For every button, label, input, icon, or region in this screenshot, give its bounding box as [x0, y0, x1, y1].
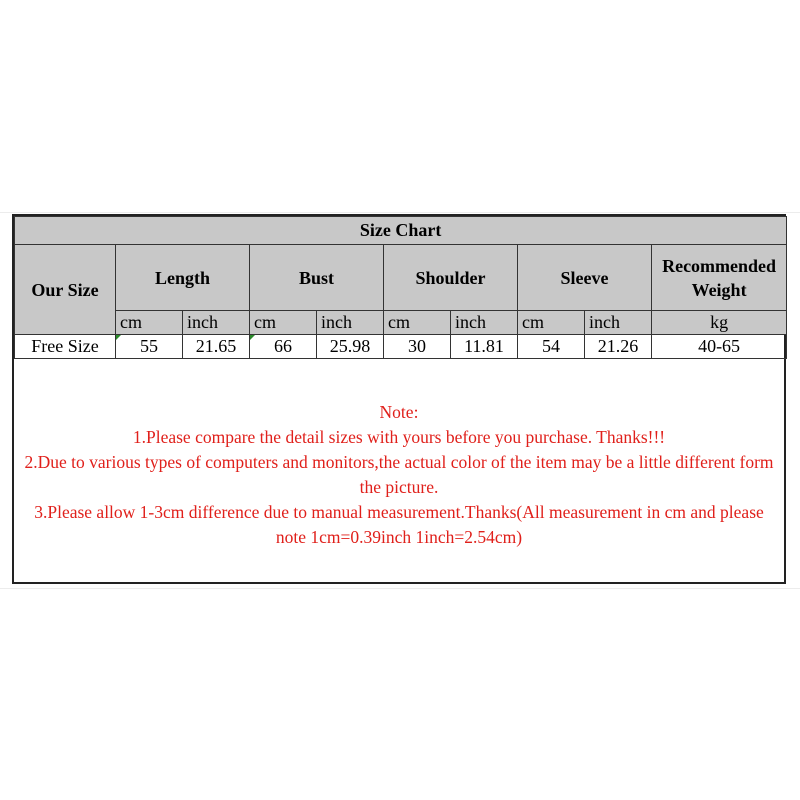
unit-cell: inch	[585, 311, 652, 335]
note-line-1: 1.Please compare the detail sizes with yours before you purchase. Thanks!!!	[132, 427, 666, 447]
unit-cell: inch	[183, 311, 250, 335]
value-text: 55	[140, 336, 158, 356]
unit-cell: kg	[652, 311, 787, 335]
value-cell: 21.26	[585, 335, 652, 359]
value-cell: 40-65	[652, 335, 787, 359]
unit-cell: inch	[451, 311, 518, 335]
note-heading: Note:	[379, 402, 419, 422]
header-bust: Bust	[250, 245, 384, 311]
cell-marker-icon	[250, 335, 255, 340]
unit-cell: inch	[317, 311, 384, 335]
value-cell: 54	[518, 335, 585, 359]
unit-cell: cm	[518, 311, 585, 335]
table-title: Size Chart	[15, 217, 787, 245]
value-cell: 11.81	[451, 335, 518, 359]
size-table	[14, 216, 787, 359]
header-our-size: Our Size	[15, 245, 116, 335]
value-cell: 21.65	[183, 335, 250, 359]
unit-cell: cm	[116, 311, 183, 335]
value-cell	[250, 335, 317, 359]
value-cell: 25.98	[317, 335, 384, 359]
note-block	[14, 400, 784, 550]
header-weight: Recommended Weight	[652, 245, 787, 311]
note-line-3: 3.Please allow 1-3cm difference due to manual measurement.Thanks(All measurement in cm and please note 1cm=0.39inch 1inch=2.54cm)	[34, 502, 764, 547]
header-length: Length	[116, 245, 250, 311]
value-cell: 30	[384, 335, 451, 359]
sheet-gridline	[0, 212, 800, 213]
value-text: 66	[274, 336, 292, 356]
sheet-gridline	[0, 588, 800, 589]
value-cell	[116, 335, 183, 359]
header-shoulder: Shoulder	[384, 245, 518, 311]
size-chart-panel	[12, 214, 786, 584]
header-sleeve: Sleeve	[518, 245, 652, 311]
unit-cell: cm	[250, 311, 317, 335]
note-line-2: 2.Due to various types of computers and monitors,the actual color of the item may be a little different form the picture.	[24, 452, 774, 497]
size-cell: Free Size	[15, 335, 116, 359]
unit-cell: cm	[384, 311, 451, 335]
cell-marker-icon	[116, 335, 121, 340]
table-row	[15, 335, 787, 359]
